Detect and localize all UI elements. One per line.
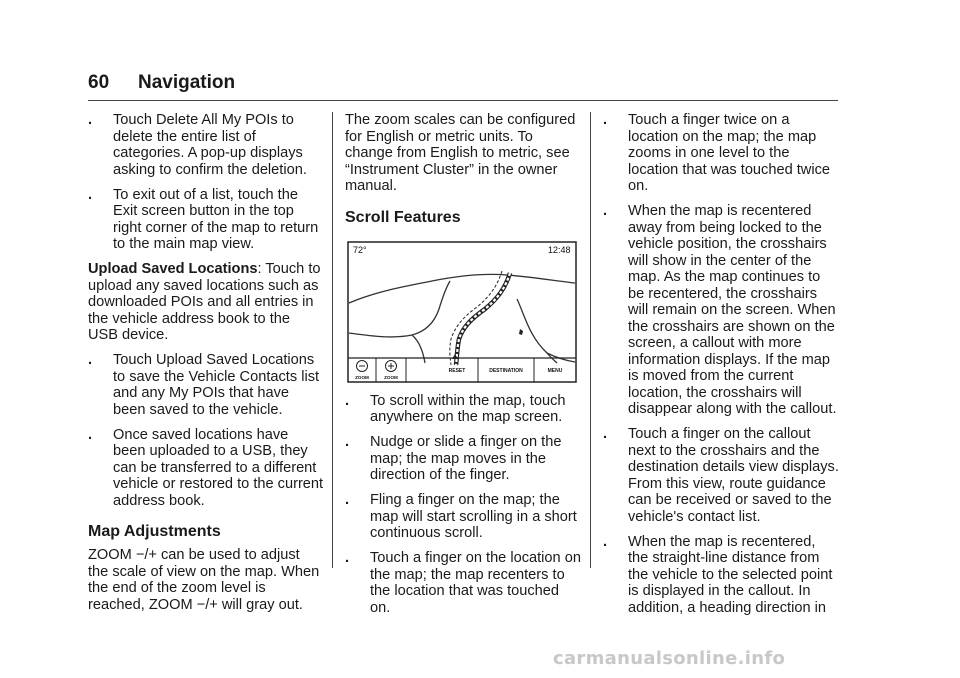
page-number: 60 <box>88 72 110 93</box>
list-item <box>603 112 839 195</box>
map-screen-illustration <box>347 241 577 383</box>
zoom-in-label: ZOOM <box>384 374 398 380</box>
list-item-text: Touch a finger on the location on the map; the map recenters to the location that was touched on. <box>370 550 581 616</box>
section-title: Navigation <box>138 72 236 93</box>
bullet-symbol: . <box>88 426 93 443</box>
bullet-symbol: . <box>603 203 608 219</box>
zoom-out-label: ZOOM <box>355 374 369 380</box>
column-divider <box>332 112 333 568</box>
list-item <box>345 492 581 542</box>
map-frame <box>348 242 576 382</box>
map-temperature: 72° <box>353 244 367 255</box>
list-item <box>88 352 324 418</box>
map-time: 12:48 <box>548 244 571 255</box>
list-item-text: Nudge or slide a finger on the map; the map moves in the direction of the finger. <box>370 434 562 483</box>
bullet-symbol: . <box>88 352 93 368</box>
list-item-text: Touch a finger on the callout next to the crosshairs and the destination details view displays. From this view, route guidance can be received or saved to the vehicle's contact list. <box>628 426 839 525</box>
upload-text: : Touch to upload any saved locations such as downloaded POIs and all entries in the vehicle address book to the USB device. <box>88 261 321 343</box>
bullet-symbol: . <box>345 492 350 508</box>
bullet-symbol: . <box>603 112 608 128</box>
list-item <box>603 203 839 418</box>
list-item <box>603 534 839 617</box>
list-item <box>88 427 324 510</box>
destination-button[interactable]: DESTINATION <box>489 367 523 374</box>
list-item-text: Touch a finger twice on a location on the map; the map zooms in one level to the location that was touched twice on. <box>628 112 830 194</box>
list-item-text: Once saved locations have been uploaded to a USB, they can be transferred to a different vehicle or restored to the current address book. <box>113 426 324 509</box>
list-item <box>88 112 324 178</box>
bullet-symbol: . <box>603 533 608 550</box>
list-item-text: To scroll within the map, touch anywhere on the map screen. <box>370 392 566 425</box>
upload-label: Upload Saved Locations <box>88 261 258 277</box>
list-item <box>345 393 581 426</box>
zoom-scales-text: The zoom scales can be configured for English or metric units. To change from English to metric, see “Instrument Cluster” in the owner manual. <box>345 112 576 194</box>
column-3 <box>603 112 839 625</box>
menu-button[interactable]: MENU <box>547 367 563 374</box>
column-divider <box>590 112 591 568</box>
reset-button[interactable]: RESET <box>448 367 466 374</box>
list-item-text: Touch Delete All My POIs to delete the entire list of categories. A pop-up displays asking to confirm the deletion. <box>113 112 307 178</box>
list-item <box>88 187 324 253</box>
list-item <box>345 434 581 484</box>
list-item <box>603 426 839 525</box>
bullet-symbol: . <box>603 426 608 442</box>
bullet-symbol: . <box>345 550 350 566</box>
bullet-symbol: . <box>345 434 350 450</box>
list-item-text: When the map is recentered, the straight-line distance from the vehicle to the selected point is displayed in the callout. In addition, a heading direction in <box>628 533 833 616</box>
watermark: carmanualsonline.info <box>553 648 786 669</box>
map-adjustments-text: ZOOM −/+ can be used to adjust the scale of view on the map. When the end of the zoom level is reached, ZOOM −/+ will gray out. <box>88 547 320 613</box>
column-1 <box>88 112 324 622</box>
list-item <box>345 550 581 616</box>
list-item-text: Touch Upload Saved Locations to save the Vehicle Contacts list and any My POIs that have been saved to the vehicle. <box>113 352 320 418</box>
bullet-symbol: . <box>88 186 93 203</box>
column-2 <box>345 112 581 625</box>
list-item-text: To exit out of a list, touch the Exit screen button in the top right corner of the map to return to the main map view. <box>113 186 319 252</box>
page-header <box>88 72 838 101</box>
bullet-symbol: . <box>88 112 93 128</box>
list-item-text: Fling a finger on the map; the map will start scrolling in a short continuous scroll. <box>370 492 577 541</box>
upload-paragraph <box>88 261 324 344</box>
bullet-symbol: . <box>345 392 350 409</box>
list-item-text: When the map is recentered away from being locked to the vehicle position, the crosshairs will show in the center of the map. As the map continues to be recentered, the crosshairs will remain on the screen. When the crosshairs are shown on the screen, a callout with more information displays. If the map is moved from the current location, the crosshairs will disappear along with the callout. <box>628 203 837 417</box>
scroll-features-heading: Scroll Features <box>345 208 461 226</box>
map-adjustments-heading: Map Adjustments <box>88 523 221 540</box>
